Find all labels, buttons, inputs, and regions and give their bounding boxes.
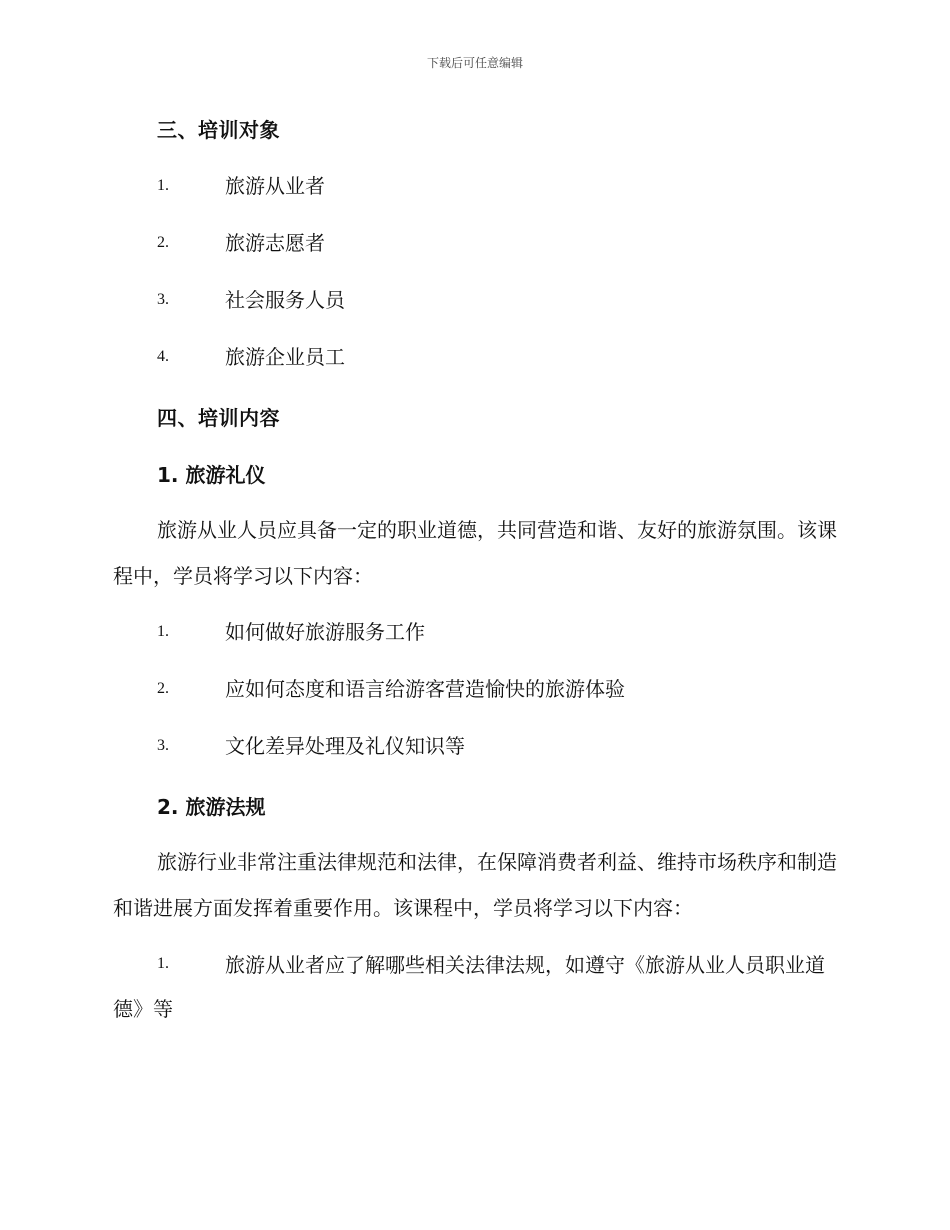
list-item (157, 336, 837, 378)
list-number: 4. (157, 348, 169, 365)
list-number: 1. (157, 177, 169, 194)
list-item (157, 725, 837, 767)
list-number: 3. (157, 291, 169, 308)
subheading-tourism-regulations: 2. 旅游法规 (157, 795, 266, 819)
paragraph-regulations: 旅游行业非常注重法律规范和法律，在保障消费者利益、维持市场秩序和制造和谐进展方面发挥着重要作用。该课程中，学员将学习以下内容： (113, 850, 837, 920)
section-heading-training-target: 三、培训对象 (157, 118, 280, 142)
list-text: 应如何态度和语言给游客营造愉快的旅游体验 (225, 677, 625, 701)
list-text: 旅游从业者 (225, 174, 325, 198)
list-item (157, 668, 837, 710)
list-item (157, 611, 837, 653)
list-item (157, 165, 837, 207)
list-number: 1. (157, 623, 169, 640)
list-number: 2. (157, 680, 169, 697)
list-number: 1. (157, 955, 169, 972)
subheading-tourism-etiquette: 1. 旅游礼仪 (157, 463, 266, 487)
list-text: 如何做好旅游服务工作 (225, 620, 425, 644)
list-item (157, 222, 837, 264)
list-text: 旅游志愿者 (225, 231, 325, 255)
list-number: 2. (157, 234, 169, 251)
section-heading-training-content: 四、培训内容 (157, 406, 280, 430)
list-text: 社会服务人员 (225, 288, 345, 312)
list-item (113, 943, 837, 1031)
list-text: 旅游企业员工 (225, 345, 345, 369)
list-text: 文化差异处理及礼仪知识等 (225, 734, 465, 758)
list-number: 3. (157, 737, 169, 754)
page-header: 下载后可任意编辑 (426, 56, 523, 70)
list-item (157, 279, 837, 321)
paragraph-etiquette: 旅游从业人员应具备一定的职业道德，共同营造和谐、友好的旅游氛围。该课程中，学员将学习以下内容： (113, 518, 837, 588)
list-text: 旅游从业者应了解哪些相关法律法规，如遵守《旅游从业人员职业道德》等 (113, 953, 825, 1021)
